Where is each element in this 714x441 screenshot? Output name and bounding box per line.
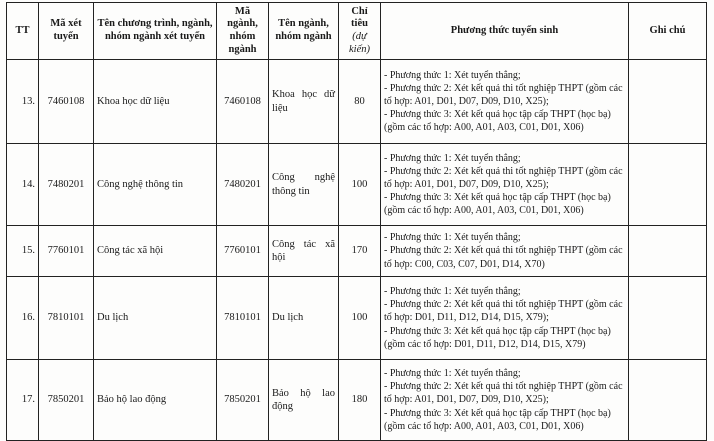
header-chi-tieu-note: (dự kiến) — [349, 31, 370, 55]
cell-chi-tieu: 100 — [339, 144, 381, 226]
cell-ma-xet-tuyen: 7760101 — [39, 226, 94, 277]
method-line: - Phương thức 2: Xét kết quả thi tốt nghiệp THPT (gồm các tổ hợp: C00, C03, C07, D01, D14, X70) — [384, 245, 623, 270]
method-line: - Phương thức 2: Xét kết quả thi tốt nghiệp THPT (gồm các tổ hợp: A01, D01, D07, D09, D10, X25); — [384, 165, 623, 190]
method-line: - Phương thức 3: Xét kết quả học tập cấp THPT (học bạ) (gồm các tổ hợp: D01, D11, D12, D14, D15, X79) — [384, 325, 611, 350]
cell-phuong-thuc — [381, 226, 629, 277]
cell-ma-nganh: 7460108 — [217, 60, 269, 144]
cell-ghi-chu — [629, 277, 707, 360]
header-phuong-thuc: Phương thức tuyển sinh — [381, 3, 629, 60]
method-line: - Phương thức 1: Xét tuyển thẳng; — [384, 368, 521, 380]
cell-ten-nganh: Công tác xã hội — [269, 226, 339, 277]
header-ten-chuong-trinh: Tên chương trình, ngành, nhóm ngành xét tuyển — [94, 3, 217, 60]
cell-chi-tieu: 170 — [339, 226, 381, 277]
header-chi-tieu-label: Chỉ tiêu — [351, 5, 368, 30]
method-line: - Phương thức 3: Xét kết quả học tập cấp THPT (học bạ) (gồm các tổ hợp: A00, A01, A03, C01, D01, X06) — [384, 192, 611, 217]
cell-ghi-chu — [629, 360, 707, 441]
method-line: - Phương thức 3: Xét kết quả học tập cấp THPT (học bạ) (gồm các tổ hợp: A00, A01, A03, C01, D01, X06) — [384, 109, 611, 134]
cell-ghi-chu — [629, 226, 707, 277]
cell-ten-chuong-trinh: Du lịch — [94, 277, 217, 360]
cell-tt: 17. — [7, 360, 39, 441]
table-row — [7, 144, 707, 226]
method-line: - Phương thức 2: Xét kết quả thi tốt nghiệp THPT (gồm các tổ hợp: D01, D11, D12, D14, D15, X79); — [384, 299, 623, 324]
header-ma-xet-tuyen: Mã xét tuyển — [39, 3, 94, 60]
cell-phuong-thuc — [381, 277, 629, 360]
table-header-row — [7, 3, 707, 60]
cell-ma-xet-tuyen: 7810101 — [39, 277, 94, 360]
cell-ten-chuong-trinh: Khoa học dữ liệu — [94, 60, 217, 144]
method-line: - Phương thức 1: Xét tuyển thẳng; — [384, 152, 521, 164]
method-line: - Phương thức 2: Xét kết quả thi tốt nghiệp THPT (gồm các tổ hợp: A01, D01, D07, D09, D10, X25); — [384, 82, 623, 107]
header-ten-nganh: Tên ngành, nhóm ngành — [269, 3, 339, 60]
cell-phuong-thuc — [381, 60, 629, 144]
header-tt: TT — [7, 3, 39, 60]
header-chi-tieu — [339, 3, 381, 60]
cell-ma-nganh: 7810101 — [217, 277, 269, 360]
method-line: - Phương thức 1: Xét tuyển thẳng; — [384, 232, 521, 244]
cell-ten-chuong-trinh: Công tác xã hội — [94, 226, 217, 277]
cell-chi-tieu: 100 — [339, 277, 381, 360]
cell-phuong-thuc — [381, 360, 629, 441]
method-line: - Phương thức 1: Xét tuyển thẳng; — [384, 286, 521, 298]
cell-tt: 16. — [7, 277, 39, 360]
cell-ma-xet-tuyen: 7460108 — [39, 60, 94, 144]
method-line: - Phương thức 2: Xét kết quả thi tốt nghiệp THPT (gồm các tổ hợp: A01, D01, D07, D09, D10, X25); — [384, 381, 623, 406]
method-line: - Phương thức 1: Xét tuyển thẳng; — [384, 69, 521, 81]
cell-tt: 13. — [7, 60, 39, 144]
cell-ma-nganh: 7850201 — [217, 360, 269, 441]
cell-tt: 14. — [7, 144, 39, 226]
cell-ma-xet-tuyen: 7850201 — [39, 360, 94, 441]
header-ma-nganh: Mã ngành, nhóm ngành — [217, 3, 269, 60]
cell-ten-nganh: Bảo hộ lao động — [269, 360, 339, 441]
cell-ghi-chu — [629, 144, 707, 226]
table-row — [7, 277, 707, 360]
cell-ten-chuong-trinh: Bảo hộ lao động — [94, 360, 217, 441]
table-row — [7, 60, 707, 144]
table-row — [7, 360, 707, 441]
cell-chi-tieu: 180 — [339, 360, 381, 441]
cell-ten-nganh: Du lịch — [269, 277, 339, 360]
header-ghi-chu: Ghi chú — [629, 3, 707, 60]
cell-chi-tieu: 80 — [339, 60, 381, 144]
table-row — [7, 226, 707, 277]
cell-ma-nganh: 7480201 — [217, 144, 269, 226]
cell-ma-nganh: 7760101 — [217, 226, 269, 277]
cell-ten-nganh: Khoa học dữ liệu — [269, 60, 339, 144]
cell-ghi-chu — [629, 60, 707, 144]
cell-ten-nganh: Công nghệ thông tin — [269, 144, 339, 226]
cell-ma-xet-tuyen: 7480201 — [39, 144, 94, 226]
cell-ten-chuong-trinh: Công nghệ thông tin — [94, 144, 217, 226]
cell-tt: 15. — [7, 226, 39, 277]
cell-phuong-thuc — [381, 144, 629, 226]
method-line: - Phương thức 3: Xét kết quả học tập cấp THPT (học bạ) (gồm các tổ hợp: A00, A01, A03, C01, D01, X06) — [384, 407, 611, 432]
admissions-table — [6, 2, 707, 441]
